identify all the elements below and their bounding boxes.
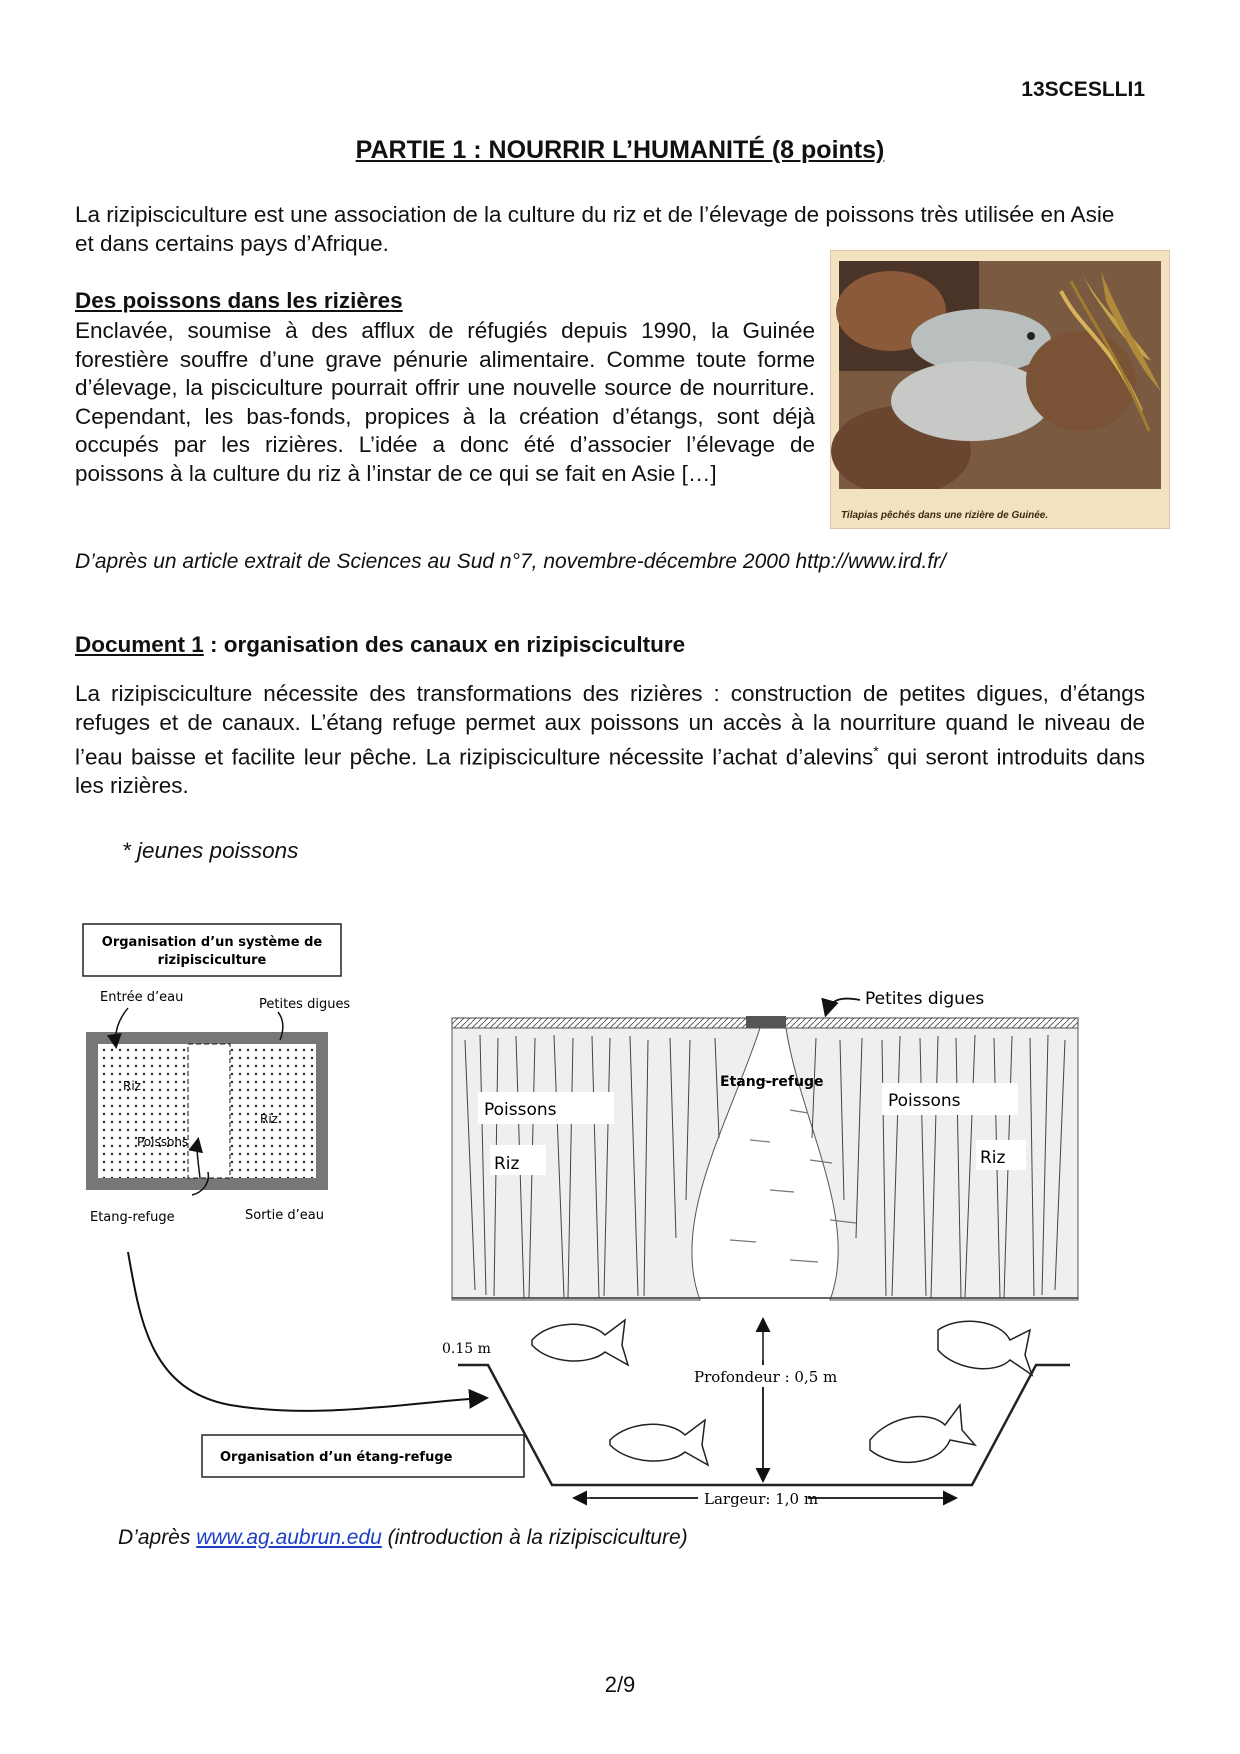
footnote: * jeunes poissons bbox=[122, 838, 299, 863]
plan-riz-right bbox=[230, 1044, 316, 1178]
tilapia-photo bbox=[830, 250, 1170, 529]
system-box bbox=[83, 924, 341, 976]
label-water-level: 0.15 m bbox=[442, 1341, 491, 1357]
photo-caption: Tilapias pêchés dans une rizière de Guinée. bbox=[841, 510, 1049, 521]
system-box-line2: rizipisciculture bbox=[157, 953, 267, 968]
label-petites-digues-small: Petites digues bbox=[259, 997, 351, 1012]
fish-3 bbox=[610, 1420, 708, 1465]
document1-text: La rizipisciculture nécessite des transformations des rizières : construction de petites digues, d’étangs refuges et de canaux. L’étang refuge permet aux poissons un accès à la nourriture quand le niveau de l’eau baisse et facilite leur pêche. La rizipisciculture nécessite l’achat d’alevins bbox=[75, 681, 1145, 770]
dike-gate bbox=[746, 1016, 786, 1028]
label-riz-right: Riz bbox=[260, 1112, 278, 1126]
plan-etang bbox=[188, 1044, 230, 1178]
fish-group bbox=[532, 1320, 1032, 1465]
intro-paragraph: La rizipisciculture est une association de la culture du riz et de l’élevage de poissons très utilisée en Asie et dans certains pays d’Afrique. bbox=[75, 202, 1115, 256]
document1-heading bbox=[75, 632, 685, 658]
footnote-marker: * bbox=[873, 743, 879, 759]
label-poissons-right: Poissons bbox=[888, 1091, 961, 1111]
label-etang-small: Etang-refuge bbox=[90, 1210, 175, 1225]
system-box-line1: Organisation d’un système de bbox=[101, 935, 323, 950]
page-number: 2/9 bbox=[604, 1672, 636, 1697]
source2-link[interactable]: www.ag.aubrun.edu bbox=[196, 1526, 382, 1549]
document-code: 13SCESLLI1 bbox=[1021, 78, 1145, 101]
document1-label: Document 1 bbox=[75, 632, 204, 657]
source2-suffix: (introduction à la rizipisciculture) bbox=[381, 1526, 688, 1549]
label-etang-big: Etang-refuge bbox=[720, 1074, 824, 1090]
document1-paragraph bbox=[75, 680, 1145, 801]
fish-4 bbox=[870, 1405, 975, 1462]
fish-1 bbox=[532, 1320, 628, 1365]
label-depth: Profondeur : 0,5 m bbox=[694, 1368, 838, 1386]
label-riz-big-left: Riz bbox=[494, 1154, 520, 1174]
label-riz-big-right: Riz bbox=[980, 1148, 1006, 1168]
label-poissons-small: Poissons bbox=[137, 1135, 189, 1149]
label-sortie: Sortie d’eau bbox=[245, 1208, 324, 1223]
article-body: Enclavée, soumise à des afflux de réfugiés depuis 1990, la Guinée forestière souffre d’une grave pénurie alimentaire. Comme toute forme d’élevage, la pisciculture pourrait offrir une nouvelle source de nourriture. Cependant, les bas-fonds, propices à la création d’étangs, sont déjà occupés par les rizières. L’idée a donc été d’associer l’élevage de poissons à la culture du riz à l’instar de ce qui se fait en Asie […] bbox=[75, 318, 815, 486]
plan-riz-left bbox=[98, 1044, 188, 1178]
label-entree: Entrée d’eau bbox=[100, 990, 184, 1005]
document1-text-end: qui seront introduits dans les rizières. bbox=[75, 744, 1145, 798]
label-poissons-left: Poissons bbox=[484, 1100, 557, 1120]
page-title: PARTIE 1 : NOURRIR L’HUMANITÉ (8 points) bbox=[355, 136, 885, 164]
arrow-digues-big bbox=[826, 999, 860, 1014]
arrow-plan-to-pond bbox=[128, 1252, 485, 1411]
label-width: Largeur: 1,0 m bbox=[704, 1490, 819, 1508]
fish-2 bbox=[938, 1321, 1032, 1375]
label-riz-left: Riz bbox=[123, 1079, 141, 1093]
article-source: D’après un article extrait de Sciences au Sud n°7, novembre-décembre 2000 http://www.ird.fr/ bbox=[75, 550, 946, 573]
label-petites-digues-big: Petites digues bbox=[865, 989, 985, 1009]
diagram-source bbox=[118, 1526, 688, 1550]
rizipisciculture-diagram bbox=[70, 920, 1170, 1520]
source2-prefix: D’après bbox=[118, 1526, 197, 1549]
document1-title: : organisation des canaux en rizipisciculture bbox=[203, 632, 686, 657]
pond-box-label: Organisation d’un étang-refuge bbox=[220, 1450, 453, 1465]
article-heading: Des poissons dans les rizières bbox=[75, 288, 403, 313]
